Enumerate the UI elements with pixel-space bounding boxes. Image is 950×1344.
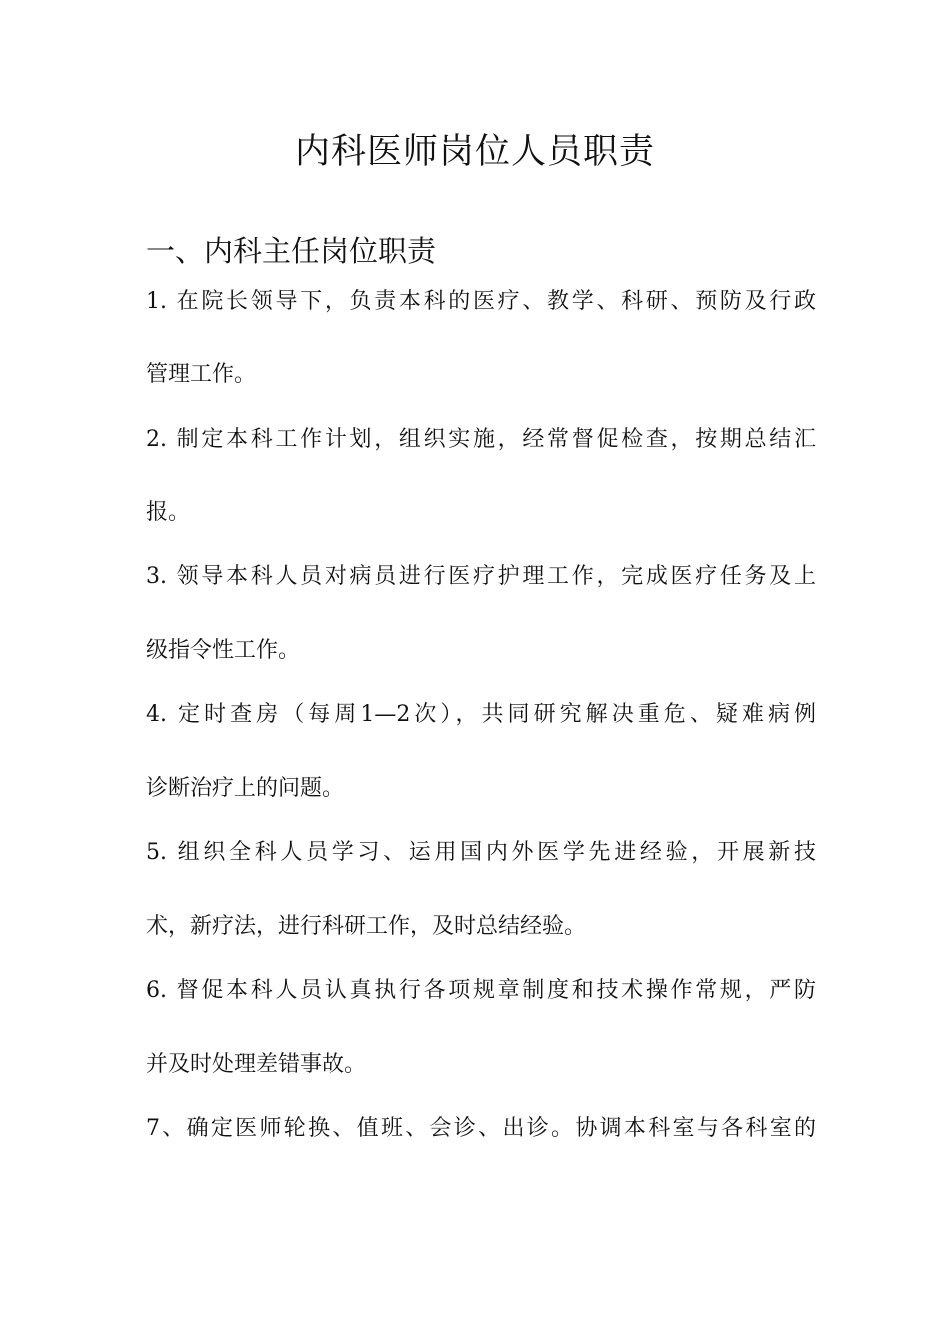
paragraph-line: 1. 在院长领导下，负责本科的医疗、教学、科研、预防及行政: [146, 289, 816, 314]
section-heading: 一、内科主任岗位职责: [146, 234, 437, 268]
paragraph-line: 术，新疗法，进行科研工作，及时总结经验。: [146, 914, 587, 939]
document-title: 内科医师岗位人员职责: [294, 132, 655, 172]
paragraph-line: 7、确定医师轮换、值班、会诊、出诊。协调本科室与各科室的: [146, 1116, 816, 1141]
paragraph-line: 管理工作。: [146, 362, 257, 387]
paragraph-line: 2. 制定本科工作计划，组织实施，经常督促检查，按期总结汇: [146, 427, 816, 452]
paragraph-line: 4. 定时查房（每周1—2次），共同研究解决重危、疑难病例: [146, 702, 816, 727]
paragraph-line: 诊断治疗上的问题。: [146, 776, 345, 801]
paragraph-line: 报。: [146, 500, 191, 525]
paragraph-line: 3. 领导本科人员对病员进行医疗护理工作，完成医疗任务及上: [146, 564, 816, 589]
paragraph-line: 并及时处理差错事故。: [146, 1052, 367, 1077]
paragraph-line: 级指令性工作。: [146, 638, 301, 663]
paragraph-line: 5. 组织全科人员学习、运用国内外医学先进经验，开展新技: [146, 840, 816, 865]
paragraph-line: 6. 督促本科人员认真执行各项规章制度和技术操作常规，严防: [146, 978, 816, 1003]
